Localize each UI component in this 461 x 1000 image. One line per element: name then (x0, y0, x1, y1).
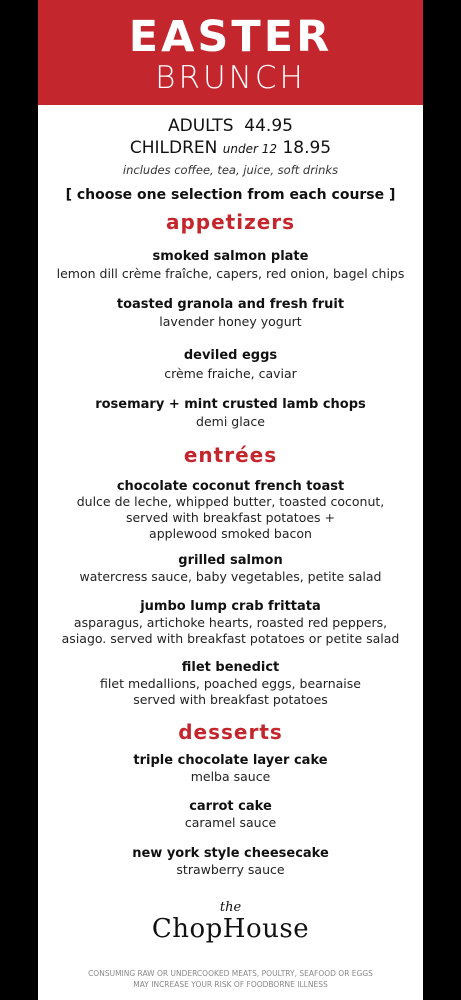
adults-price: 44.95 (244, 116, 293, 136)
logo-name: ChopHouse (151, 914, 310, 944)
dish-desc: melba sauce (190, 769, 271, 784)
dish-desc: lemon dill crème fraîche, capers, red onion, bagel chips (56, 266, 405, 281)
section-appetizers: appetizers (165, 210, 296, 234)
dish-desc: applewood smoked bacon (149, 526, 312, 541)
dish-desc: served with breakfast potatoes + (125, 510, 335, 525)
children-price: 18.95 (282, 138, 332, 158)
dish-name: rosemary + mint crusted lamb chops (95, 397, 366, 412)
dish-desc: dulce de leche, whipped butter, toasted coconut, (76, 494, 385, 509)
dish-name: chocolate coconut french toast (116, 479, 345, 494)
title-easter: EASTER (128, 12, 333, 62)
dish-desc: lavender honey yogurt (159, 314, 302, 329)
menu-sheet (38, 0, 423, 1000)
dish-desc: demi glace (196, 414, 265, 429)
dish-desc: asiago. served with breakfast potatoes or petite salad (61, 631, 400, 646)
children-qualifier: under 12 (222, 142, 278, 156)
dish-desc: caramel sauce (184, 815, 277, 830)
dish-name: new york style cheesecake (132, 846, 329, 861)
dish-name: filet benedict (181, 660, 280, 675)
dish-desc: asparagus, artichoke hearts, roasted red peppers, (73, 615, 388, 630)
dish-name: jumbo lump crab frittata (140, 599, 321, 614)
adults-price-line (38, 115, 423, 137)
dish-name: toasted granola and fresh fruit (116, 297, 345, 312)
dish-desc: strawberry sauce (176, 862, 285, 877)
title-brunch: BRUNCH (155, 60, 306, 96)
children-price-line (38, 137, 423, 160)
logo-the: the (219, 900, 242, 915)
dish-desc: watercress sauce, baby vegetables, petite salad (79, 569, 382, 584)
food-safety-disclaimer (38, 968, 423, 990)
children-label: CHILDREN (129, 138, 218, 158)
section-desserts: desserts (178, 720, 283, 744)
disclaimer-line: MAY INCREASE YOUR RISK OF FOODBORNE ILLNESS (133, 980, 328, 989)
dish-desc: crème fraiche, caviar (164, 366, 297, 381)
dish-name: smoked salmon plate (152, 249, 309, 264)
dish-name: grilled salmon (178, 553, 283, 568)
title-banner (38, 0, 423, 105)
course-instruction: [ choose one selection from each course ] (65, 187, 396, 203)
dish-desc: filet medallions, poached eggs, bearnaise (100, 676, 361, 691)
disclaimer-line: CONSUMING RAW OR UNDERCOOKED MEATS, POULTRY, SEAFOOD OR EGGS (88, 969, 373, 978)
section-entrees: entrées (183, 443, 278, 467)
dish-name: deviled eggs (183, 348, 278, 363)
adults-label: ADULTS (168, 116, 234, 136)
includes-note: includes coffee, tea, juice, soft drinks (122, 163, 339, 177)
dish-name: triple chocolate layer cake (133, 753, 328, 768)
dish-name: carrot cake (189, 799, 272, 814)
dish-desc: served with breakfast potatoes (133, 692, 328, 707)
